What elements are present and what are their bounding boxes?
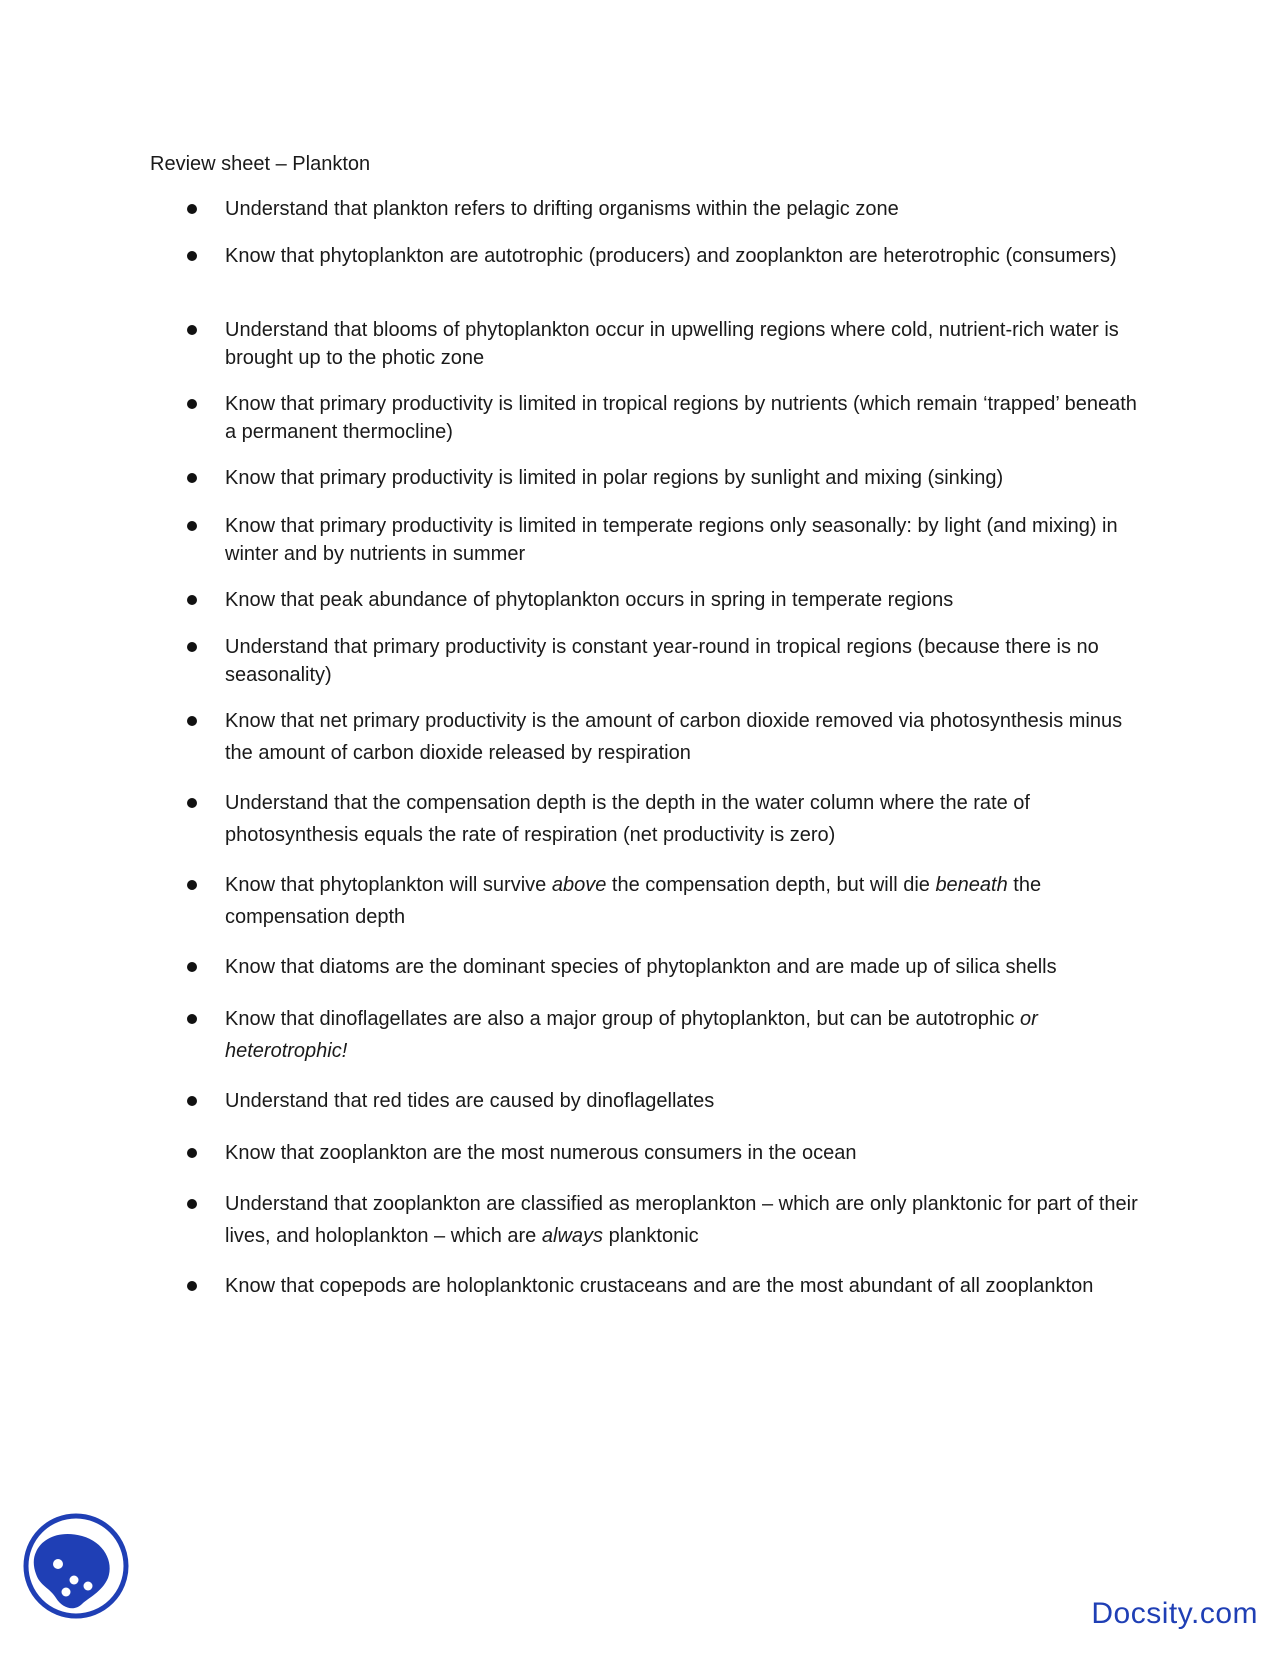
bullet-icon [187, 325, 197, 335]
emphasis-text: above [551, 874, 607, 896]
bullet-text: Understand that blooms of phytoplankton occur in upwelling regions where cold, nutrient-rich water is brought up to the photic zone [225, 319, 1119, 369]
bullet-icon [187, 642, 197, 652]
bullet-text-segment: Understand that zooplankton are classified as meroplankton – which are only planktonic for part of their lives, and holoplankton – which are [225, 1193, 1138, 1247]
bullet-text: Know that diatoms are the dominant species of phytoplankton and are made up of silica shells [225, 956, 1057, 978]
bullet-text-segment: Know that dinoflagellates are also a major group of phytoplankton, but can be autotrophic [225, 1008, 1020, 1030]
bullet-text [225, 869, 1145, 933]
emphasis-text: always [541, 1225, 604, 1247]
bullet-text: Know that copepods are holoplanktonic crustaceans and are the most abundant of all zooplankton [225, 1275, 1094, 1297]
bullet-icon [187, 521, 197, 531]
docsity-logo-icon [22, 1512, 130, 1620]
bullet-icon [187, 473, 197, 483]
bullet-text-segment: planktonic [603, 1225, 699, 1247]
document-title: Review sheet – Plankton [150, 153, 371, 175]
bullet-text: Understand that the compensation depth is the depth in the water column where the rate of photosynthesis equals the rate of respiration (net productivity is zero) [225, 792, 1030, 846]
bullet-text-segment: the compensation depth, but will die [606, 874, 936, 896]
bullet-icon [187, 1096, 197, 1106]
bullet-icon [187, 962, 197, 972]
bullet-text: Understand that plankton refers to drifting organisms within the pelagic zone [225, 198, 899, 220]
bullet-icon [187, 716, 197, 726]
bullet-icon [187, 204, 197, 214]
bullet-text: Know that peak abundance of phytoplankton occurs in spring in temperate regions [225, 589, 954, 611]
emphasis-text: beneath [935, 874, 1008, 896]
bullet-icon [187, 1148, 197, 1158]
emphasis-text: or heterotrophic! [225, 1008, 1038, 1062]
bullet-icon [187, 1281, 197, 1291]
bullet-text: Know that primary productivity is limited in tropical regions by nutrients (which remain ‘trapped’ beneath a permanent thermocline) [225, 393, 1137, 443]
bullet-text-segment: Know that phytoplankton will survive [225, 874, 552, 896]
bullet-text: Understand that primary productivity is constant year-round in tropical regions (because there is no seasonality) [225, 636, 1099, 686]
bullet-text: Know that phytoplankton are autotrophic (producers) and zooplankton are heterotrophic (consumers) [225, 245, 1117, 267]
bullet-text [225, 1003, 1145, 1067]
bullet-icon [187, 399, 197, 409]
bullet-icon [187, 1014, 197, 1024]
bullet-text: Understand that red tides are caused by dinoflagellates [225, 1090, 715, 1112]
docsity-brand-link[interactable]: Docsity.com [1091, 1597, 1258, 1630]
bullet-text: Know that zooplankton are the most numerous consumers in the ocean [225, 1142, 857, 1164]
bullet-icon [187, 798, 197, 808]
bullet-text-segment: the compensation depth [225, 874, 1042, 928]
bullet-icon [187, 251, 197, 261]
bullet-text [225, 1188, 1145, 1252]
bullet-text: Know that net primary productivity is the amount of carbon dioxide removed via photosynthesis minus the amount of carbon dioxide released by respiration [225, 710, 1123, 764]
bullet-text: Know that primary productivity is limited in polar regions by sunlight and mixing (sinking) [225, 467, 1004, 489]
bullet-icon [187, 880, 197, 890]
bullet-text: Know that primary productivity is limited in temperate regions only seasonally: by light (and mixing) in winter and by nutrients in summer [225, 515, 1118, 565]
bullet-icon [187, 595, 197, 605]
bullet-icon [187, 1199, 197, 1209]
